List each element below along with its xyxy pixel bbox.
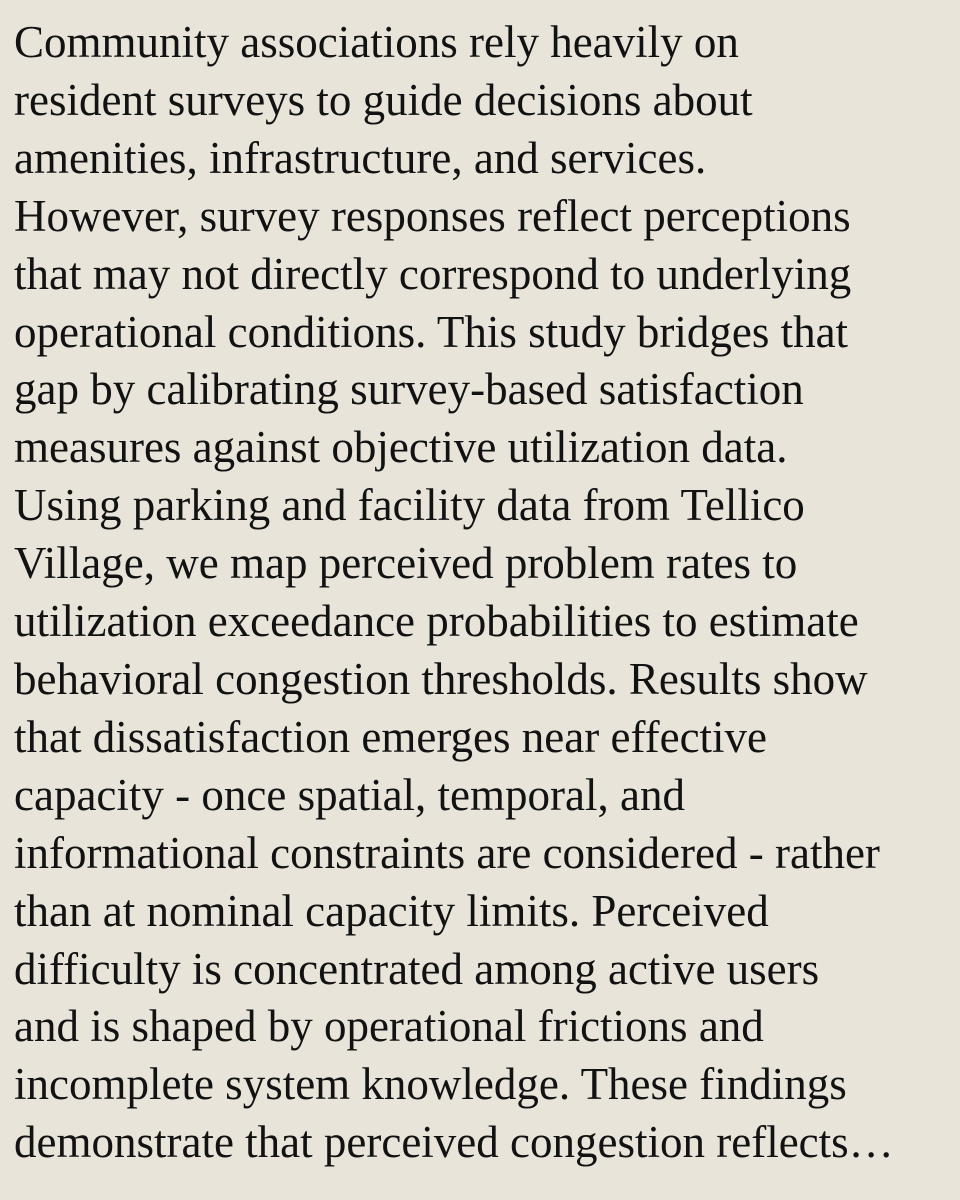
- text-line: incomplete system knowledge. These findings: [14, 1059, 847, 1110]
- text-line: Community associations rely heavily on: [14, 17, 739, 67]
- text-line: Village, we map perceived problem rates to: [14, 538, 798, 589]
- text-line: However, survey responses reflect perceptions: [14, 190, 851, 241]
- text-line: resident surveys to guide decisions about: [14, 74, 753, 125]
- text-line: difficulty is concentrated among active users: [14, 943, 820, 994]
- text-line: that may not directly correspond to underlying: [14, 248, 852, 299]
- text-line: measures against objective utilization data.: [14, 422, 788, 473]
- text-line: operational conditions. This study bridges that: [14, 306, 849, 357]
- text-line: and is shaped by operational frictions and: [14, 1001, 764, 1052]
- text-line: demonstrate that perceived congestion reflects…: [14, 1117, 894, 1168]
- text-line: that dissatisfaction emerges near effective: [14, 711, 768, 762]
- text-line: amenities, infrastructure, and services.: [14, 132, 707, 183]
- text-line: Using parking and facility data from Tellico: [14, 480, 805, 531]
- text-line: capacity - once spatial, temporal, and: [14, 769, 685, 820]
- text-line: utilization exceedance probabilities to estimate: [14, 596, 859, 647]
- text-line: gap by calibrating survey-based satisfaction: [14, 364, 804, 415]
- text-line: than at nominal capacity limits. Perceived: [14, 885, 769, 936]
- text-line: behavioral congestion thresholds. Results show: [14, 653, 868, 704]
- text-line: informational constraints are considered - rather: [14, 827, 880, 878]
